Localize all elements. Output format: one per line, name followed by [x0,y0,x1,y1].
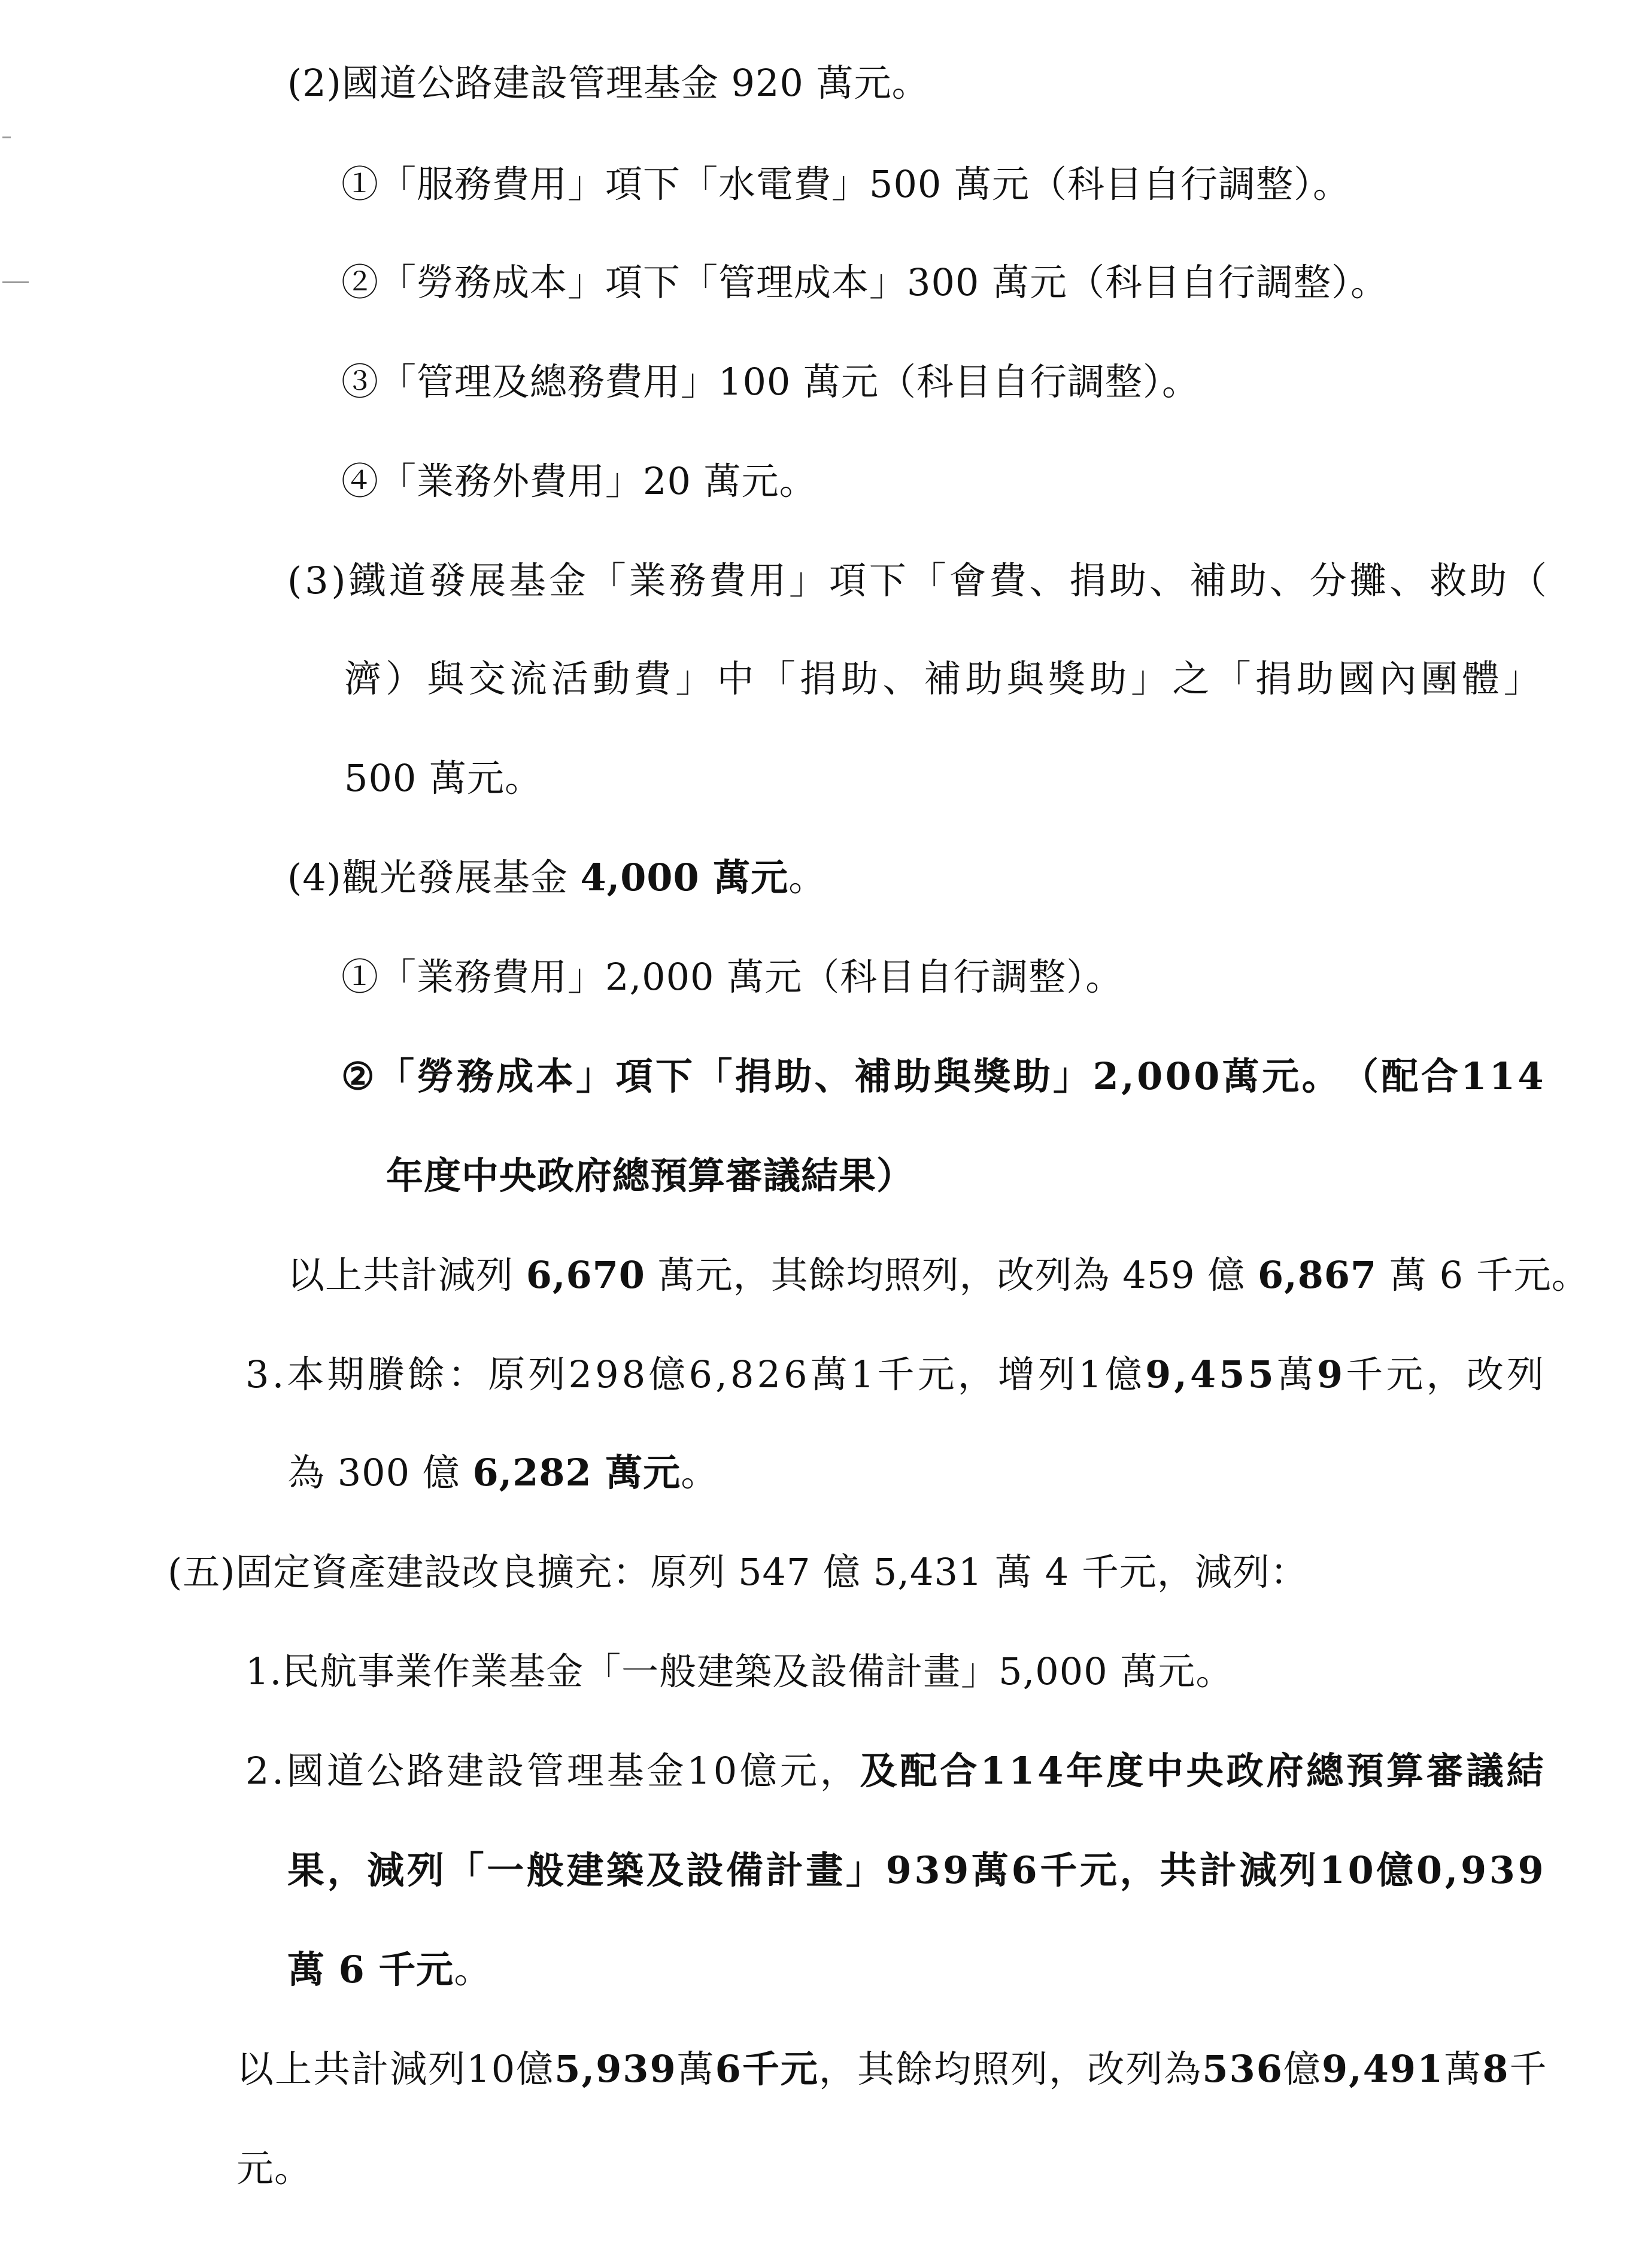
glyph: 減 [367,1848,405,1892]
glyph: 合 [940,1749,978,1793]
glyph: 助 [775,1054,813,1098]
glyph: ） [386,657,424,701]
text-line-11 [341,1053,1544,1100]
glyph: 。 [1301,1054,1340,1098]
glyph: 路 [406,1749,445,1793]
glyph: 元 [1262,1054,1300,1098]
text-segment: 萬元，其餘均照列，改列為 459 億 [645,1253,1258,1297]
glyph: 業 [629,559,667,602]
glyph: 2 [568,1353,593,1396]
text-line-7 [344,655,1541,703]
text-line-3 [341,259,1388,307]
glyph: 」 [675,657,714,701]
glyph: , [1444,1848,1459,1892]
text-segment: 以上共計減列 [287,1253,526,1297]
scan-speck [2,137,11,138]
glyph: 及 [860,1749,898,1793]
glyph: 捐 [1069,559,1107,602]
bold-text-segment: 6,670 [526,1253,645,1297]
glyph: 鐵 [348,559,387,602]
glyph: 改 [1466,1353,1504,1396]
glyph: 共 [313,2047,351,2091]
glyph: 配 [900,1749,938,1793]
glyph: 其 [857,2047,895,2091]
glyph: 「 [377,1054,415,1098]
glyph: 1 [980,1749,1007,1793]
text-segment: ③「管理及總務費用」100 萬元（科目自行調整）。 [341,360,1200,404]
glyph: 3 [245,1353,270,1396]
text-segment: 。 [681,1451,719,1494]
glyph: 補 [854,1054,893,1098]
glyph: 內 [1379,657,1418,701]
bold-text-segment: 6,867 [1258,1253,1377,1297]
bold-text-segment: 年度中央政府總預算審議結果） [386,1154,915,1197]
glyph: 億 [740,1749,778,1793]
text-line-2 [341,160,1350,208]
glyph: 「 [909,559,947,602]
glyph: 體 [1462,657,1500,701]
text-line-18 [245,1747,1544,1795]
glyph: 畫 [806,1848,844,1892]
text-line-16 [168,1548,1308,1596]
glyph: 6 [784,1353,808,1396]
glyph: 「 [695,1054,733,1098]
glyph: 中 [1146,1749,1184,1793]
glyph: 9 [1321,2047,1349,2091]
glyph: 均 [934,2047,972,2091]
glyph: 2 [1092,1054,1119,1098]
glyph: 8 [730,1353,755,1396]
glyph: 1 [687,1749,711,1793]
glyph: 」 [1131,657,1169,701]
glyph: 9 [1460,1848,1488,1892]
glyph: 萬 [676,2047,715,2091]
glyph: 5 [554,2047,581,2091]
glyph: 補 [1189,559,1227,602]
glyph: 與 [1006,657,1045,701]
glyph: 4 [1190,1353,1217,1396]
glyph: 3 [1229,2047,1256,2091]
glyph: 助 [1109,559,1148,602]
glyph: 列 [1038,1353,1076,1396]
glyph: ， [1119,1848,1158,1892]
glyph: 助 [1469,559,1507,602]
glyph: 9 [1389,2047,1417,2091]
glyph: 救 [1429,559,1468,602]
glyph: 一 [487,1848,525,1892]
glyph: 」 [1503,657,1541,701]
text-line-22 [236,2145,312,2193]
glyph: ) [331,559,347,602]
glyph: 0 [713,1749,738,1793]
glyph: 「 [588,559,627,602]
glyph: 9 [1145,1353,1172,1396]
glyph: 億 [1376,1848,1415,1892]
glyph: 合 [1421,1054,1459,1098]
glyph: 本 [287,1353,325,1396]
glyph: 列 [528,1353,566,1396]
glyph: 1 [1417,2047,1444,2091]
glyph: 3 [623,2047,649,2091]
glyph: 計 [766,1848,804,1892]
glyph: 6 [688,1353,713,1396]
glyph: , [1121,1054,1135,1098]
glyph: 本 [536,1054,574,1098]
glyph: 9 [943,1848,970,1892]
glyph: , [1349,2047,1362,2091]
glyph: 與 [427,657,465,701]
glyph: 、 [814,1054,852,1098]
glyph: 9 [1317,1353,1344,1396]
glyph: 配 [1381,1054,1419,1098]
glyph: 1 [1319,1848,1346,1892]
glyph: 億 [516,2047,554,2091]
glyph: 度 [1106,1749,1145,1793]
glyph: 助 [1229,559,1267,602]
glyph: 9 [595,1353,620,1396]
glyph: 元 [779,1749,818,1793]
glyph: 設 [686,1848,724,1892]
glyph: 「 [758,657,796,701]
glyph: 8 [621,1353,646,1396]
text-segment: ④「業務外費用」20 萬元。 [341,459,817,503]
glyph: 助 [1296,657,1334,701]
glyph: 費 [989,559,1027,602]
glyph: 萬 [1222,1054,1260,1098]
scan-speck [2,281,29,283]
text-line-1 [287,59,930,107]
glyph: 4 [1037,1749,1064,1793]
glyph: 之 [1172,657,1210,701]
glyph: 、 [882,657,921,701]
text-line-5 [341,457,817,505]
glyph: 3 [305,559,329,602]
glyph: 助 [894,1054,932,1098]
glyph: 築 [606,1848,645,1892]
glyph: 」 [1053,1054,1091,1098]
text-segment: 為 300 億 [287,1451,473,1494]
glyph: ( [287,559,303,602]
text-segment: (五)固定資產建設改良擴充：原列 547 億 5,431 萬 4 千元，減列： [168,1550,1308,1594]
text-line-6 [287,557,1547,605]
glyph: 4 [1362,2047,1389,2091]
glyph: 元 [917,1353,955,1396]
glyph: 億 [1104,1353,1143,1396]
glyph: 般 [526,1848,564,1892]
glyph: 政 [1226,1749,1264,1793]
glyph: 助 [841,657,879,701]
glyph: 「 [1213,657,1252,701]
text-line-17 [245,1648,1233,1696]
text-line-14 [245,1351,1544,1399]
glyph: 分 [1309,559,1347,602]
text-line-12 [386,1152,914,1200]
glyph: 8 [1482,2047,1509,2091]
glyph: 發 [429,559,467,602]
glyph: 設 [487,1749,525,1793]
glyph: （ [1509,559,1547,602]
text-line-10 [341,953,1123,1001]
glyph: 總 [1306,1749,1344,1793]
glyph: 金 [646,1749,685,1793]
glyph: 費 [709,559,747,602]
glyph: 與 [933,1054,972,1098]
glyph: 元 [1386,1353,1424,1396]
glyph: 1 [1489,1054,1516,1098]
glyph: 費 [634,657,672,701]
text-line-8 [344,754,542,802]
text-segment: ②「勞務成本」項下「管理成本」300 萬元（科目自行調整）。 [341,260,1389,304]
glyph: 千 [1509,2047,1547,2091]
glyph: 會 [949,559,987,602]
glyph: 列 [428,2047,466,2091]
glyph: 0 [1416,1848,1443,1892]
glyph: 央 [1186,1749,1224,1793]
glyph: ： [448,1353,486,1396]
text-segment: 500 萬元。 [344,756,543,800]
glyph: 管 [527,1749,565,1793]
glyph: 項 [828,559,867,602]
text-line-4 [341,358,1200,406]
glyph: 億 [648,1353,687,1396]
text-segment: (2)國道公路建設管理基金 920 萬元。 [287,61,930,105]
glyph: 列 [1279,1848,1318,1892]
glyph: 助 [965,657,1003,701]
glyph: 國 [286,1749,324,1793]
text-segment: 1.民航事業作業基金「一般建築及設備計畫」5,000 萬元。 [245,1650,1234,1693]
glyph: 1 [1009,1749,1036,1793]
glyph: 計 [351,2047,390,2091]
glyph: 助 [1013,1054,1051,1098]
glyph: 萬 [810,1353,848,1396]
glyph: 千 [877,1353,915,1396]
text-segment: 元。 [236,2146,312,2190]
text-segment: ①「服務費用」項下「水電費」500 萬元（科目自行調整）。 [341,162,1351,206]
glyph: 獎 [1048,657,1086,701]
glyph: 原 [488,1353,526,1396]
glyph: ， [1426,1353,1464,1396]
text-line-15 [287,1449,718,1497]
glyph: 9 [1517,1848,1544,1892]
glyph: 5 [1202,2047,1229,2091]
glyph: 濟 [344,657,383,701]
glyph: 果 [287,1848,326,1892]
glyph: 元 [1079,1848,1118,1892]
glyph: 3 [914,1848,941,1892]
glyph: 捐 [734,1054,773,1098]
glyph: 捐 [799,657,837,701]
glyph: 萬 [1276,1353,1315,1396]
glyph: 3 [1489,1848,1516,1892]
glyph: 助 [1089,657,1128,701]
glyph: ， [327,1848,365,1892]
glyph: 9 [649,2047,676,2091]
glyph: 千 [742,2047,780,2091]
glyph: 國 [1338,657,1376,701]
glyph: 9 [596,2047,623,2091]
text-line-21 [236,2045,1547,2093]
glyph: 用 [749,559,787,602]
glyph: 6 [715,2047,742,2091]
glyph: 1 [1078,1353,1103,1396]
glyph: 1 [850,1353,875,1396]
glyph: 6 [1011,1848,1038,1892]
glyph: 列 [1506,1353,1544,1396]
glyph: 獎 [973,1054,1012,1098]
glyph: 0 [491,2047,516,2091]
glyph: 、 [1149,559,1187,602]
glyph: 議 [1466,1749,1504,1793]
glyph: 道 [326,1749,365,1793]
glyph: 5 [1219,1353,1246,1396]
glyph: 億 [1283,2047,1321,2091]
glyph: 補 [924,657,962,701]
glyph: 項 [615,1054,654,1098]
text-line-13 [287,1251,1589,1299]
glyph: 府 [1266,1749,1304,1793]
text-segment: ①「業務費用」2,000 萬元（科目自行調整）。 [341,955,1124,999]
glyph: ， [818,2047,857,2091]
glyph: 9 [885,1848,912,1892]
glyph: 0 [1165,1054,1192,1098]
bold-text-segment: 4,000 萬元 [580,856,789,899]
glyph: 千 [1346,1353,1384,1396]
glyph: 務 [669,559,707,602]
glyph: . [272,1749,285,1793]
glyph: 元 [780,2047,818,2091]
glyph: 0 [1137,1054,1164,1098]
glyph: 」 [576,1054,614,1098]
glyph: 上 [275,2047,313,2091]
glyph: 道 [388,559,427,602]
glyph: 活 [551,657,589,701]
glyph: 列 [1125,2047,1164,2091]
glyph: 及 [646,1848,684,1892]
glyph: 算 [1386,1749,1425,1793]
glyph: , [715,1353,728,1396]
text-line-19 [287,1846,1544,1894]
glyph: 萬 [1444,2047,1482,2091]
glyph: 減 [1239,1848,1277,1892]
glyph: 餘 [407,1353,445,1396]
glyph: 6 [1256,2047,1283,2091]
glyph: 審 [1426,1749,1464,1793]
glyph: 務 [456,1054,494,1098]
bold-text-segment: 萬 6 千元 [287,1948,454,1991]
glyph: 1 [1461,1054,1488,1098]
glyph: , [1174,1353,1188,1396]
text-segment: 。 [788,856,827,899]
glyph: 照 [972,2047,1010,2091]
glyph: 中 [717,657,755,701]
glyph: 、 [1029,559,1067,602]
glyph: 交 [468,657,506,701]
glyph: 0 [1194,1054,1221,1098]
glyph: 公 [366,1749,405,1793]
glyph: 基 [606,1749,645,1793]
glyph: 以 [236,2047,275,2091]
glyph: 期 [327,1353,365,1396]
text-line-20 [287,1946,491,1994]
glyph: 備 [726,1848,764,1892]
glyph: ， [819,1749,858,1793]
glyph: 捐 [1255,657,1293,701]
glyph: 、 [1269,559,1307,602]
glyph: 1 [466,2047,491,2091]
glyph: 」 [845,1848,884,1892]
glyph: 團 [1421,657,1459,701]
glyph: 成 [496,1054,535,1098]
glyph: 列 [406,1848,445,1892]
glyph: 金 [548,559,587,602]
text-segment: (4)觀光發展基金 [287,856,581,899]
glyph: 年 [1066,1749,1104,1793]
glyph: 勞 [417,1054,455,1098]
glyph: 計 [1199,1848,1237,1892]
bold-text-segment: 6,282 萬元 [472,1451,681,1494]
glyph: 展 [469,559,507,602]
glyph: , [581,2047,596,2091]
glyph: 基 [508,559,547,602]
glyph: 動 [593,657,631,701]
glyph: （ [1341,1054,1380,1098]
glyph: 「 [447,1848,485,1892]
glyph: 結 [1506,1749,1544,1793]
glyph: 5 [1248,1353,1274,1396]
glyph: 2 [245,1749,270,1793]
glyph: 下 [869,559,907,602]
glyph: ， [1049,2047,1087,2091]
glyph: 增 [997,1353,1036,1396]
glyph: 千 [1040,1848,1078,1892]
glyph: 」 [789,559,827,602]
glyph: 減 [390,2047,428,2091]
glyph: 共 [1160,1848,1198,1892]
glyph: 0 [1347,1848,1374,1892]
glyph: 、 [1389,559,1428,602]
glyph: 預 [1346,1749,1385,1793]
glyph: 攤 [1349,559,1388,602]
glyph: 改 [1087,2047,1125,2091]
glyph: . [272,1353,285,1396]
glyph: ② [341,1054,375,1098]
glyph: 列 [1010,2047,1049,2091]
glyph: ， [957,1353,995,1396]
text-line-9 [287,854,826,902]
glyph: 理 [566,1749,605,1793]
glyph: 建 [447,1749,485,1793]
glyph: 2 [757,1353,781,1396]
glyph: 賸 [367,1353,405,1396]
glyph: 下 [655,1054,693,1098]
glyph: 餘 [896,2047,934,2091]
glyph: 流 [509,657,548,701]
text-segment: 萬 6 千元。 [1377,1253,1589,1297]
text-segment: 。 [454,1948,492,1991]
glyph: 建 [566,1848,605,1892]
glyph: 為 [1164,2047,1202,2091]
glyph: 4 [1517,1054,1544,1098]
glyph: 萬 [971,1848,1009,1892]
